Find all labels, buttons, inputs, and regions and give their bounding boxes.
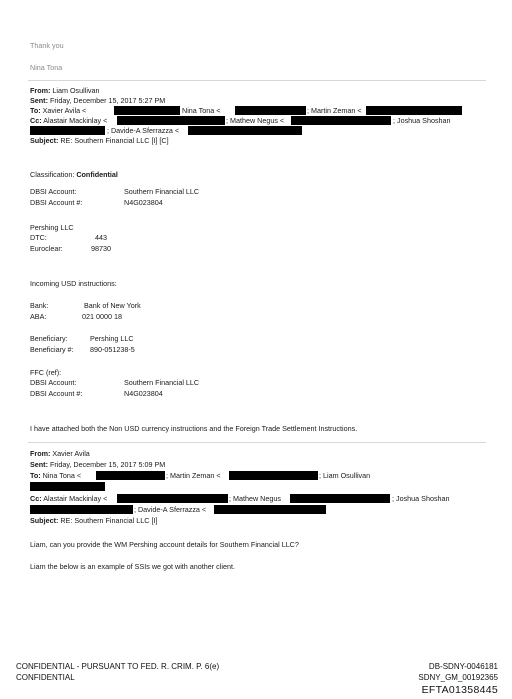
to-line xyxy=(30,106,86,115)
beneficiary-label: Beneficiary: xyxy=(30,334,68,343)
to-line xyxy=(30,471,81,480)
redaction-box xyxy=(214,505,326,514)
sent-label: Sent: xyxy=(30,460,48,469)
redaction-box xyxy=(366,106,462,115)
from-label: From: xyxy=(30,449,51,458)
from-line xyxy=(30,86,100,95)
bank-value: Bank of New York xyxy=(84,301,141,310)
footer-confidential-notice: CONFIDENTIAL - PURSUANT TO FED. R. CRIM. P. 6(e) xyxy=(16,662,220,671)
cc-recipient-3: ; Joshua Shoshan xyxy=(392,494,450,503)
footer-bates-1: DB-SDNY-0046181 xyxy=(428,662,498,671)
beneficiary-number-value: 890-051238-5 xyxy=(90,345,135,354)
cc-label: Cc: xyxy=(30,116,42,125)
sent-line xyxy=(30,96,165,105)
from-value: Xavier Avila xyxy=(52,449,90,458)
ffc-heading: FFC (ref): xyxy=(30,368,62,377)
divider xyxy=(28,80,486,81)
subject-value: RE: Southern Financial LLC [I] [C] xyxy=(60,136,169,145)
sent-label: Sent: xyxy=(30,96,48,105)
beneficiary-number-label: Beneficiary #: xyxy=(30,345,74,354)
redaction-box xyxy=(117,494,228,503)
footer-efta-id: EFTA01358445 xyxy=(421,684,498,696)
to-recipient-2: ; Martin Zeman < xyxy=(166,471,221,480)
cc-recipient-2: ; Mathew Negus < xyxy=(226,116,285,125)
ffc-account-number-label: DBSI Account #: xyxy=(30,389,83,398)
redaction-box xyxy=(291,116,391,125)
subject-label: Subject: xyxy=(30,136,59,145)
ffc-account-number-value: N4G023804 xyxy=(124,389,163,398)
thank-you-text: Thank you xyxy=(30,41,64,50)
email2-body-line-2: Liam the below is an example of SSIs we got with another client. xyxy=(30,562,235,571)
redaction-box xyxy=(235,106,306,115)
redaction-box xyxy=(96,471,165,480)
sent-value: Friday, December 15, 2017 5:09 PM xyxy=(49,460,166,469)
footer-bates-2: SDNY_GM_00192365 xyxy=(418,673,498,682)
subject-label: Subject: xyxy=(30,516,59,525)
subject-line xyxy=(30,516,157,525)
dbsi-account-number-value: N4G023804 xyxy=(124,198,163,207)
dbsi-account-value: Southern Financial LLC xyxy=(124,187,200,196)
cc-recipient-3: ; Joshua Shoshan xyxy=(393,116,451,125)
from-label: From: xyxy=(30,86,51,95)
to-recipient-1: Nina Tona < xyxy=(42,471,82,480)
redaction-box xyxy=(30,505,133,514)
aba-value: 021 0000 18 xyxy=(82,312,122,321)
from-line xyxy=(30,449,90,458)
aba-label: ABA: xyxy=(30,312,47,321)
beneficiary-value: Pershing LLC xyxy=(90,334,134,343)
subject-line xyxy=(30,136,169,145)
cc-recipient-4: ; Davide-A Sferrazza < xyxy=(134,505,207,514)
footer-confidential: CONFIDENTIAL xyxy=(16,673,75,682)
dbsi-account-number-label: DBSI Account #: xyxy=(30,198,83,207)
dtc-value: 443 xyxy=(95,233,107,242)
to-recipient-3: ; Martin Zeman < xyxy=(307,106,362,115)
classification-label: Classification: xyxy=(30,170,75,179)
to-recipient-3: ; Liam Osullivan xyxy=(319,471,371,480)
cc-recipient-1: Alastair Mackinlay < xyxy=(43,116,108,125)
cc-recipient-4: ; Davide-A Sferrazza < xyxy=(107,126,180,135)
subject-value: RE: Southern Financial LLC [I] xyxy=(60,516,158,525)
redaction-box xyxy=(188,126,302,135)
divider xyxy=(28,442,486,443)
dtc-label: DTC: xyxy=(30,233,47,242)
sent-line xyxy=(30,460,165,469)
classification-line xyxy=(30,170,118,179)
redaction-box xyxy=(30,126,105,135)
to-recipient-1: Xavier Avila < xyxy=(42,106,87,115)
cc-line xyxy=(30,494,107,503)
dbsi-account-label: DBSI Account: xyxy=(30,187,77,196)
sent-value: Friday, December 15, 2017 5:27 PM xyxy=(49,96,166,105)
from-value: Liam Osullivan xyxy=(52,86,100,95)
attached-note: I have attached both the Non USD currency instructions and the Foreign Trade Settlement Instructions. xyxy=(30,424,358,433)
euroclear-label: Euroclear: xyxy=(30,244,63,253)
email2-body-line-1: Liam, can you provide the WM Pershing account details for Southern Financial LLC? xyxy=(30,540,299,549)
ffc-account-value: Southern Financial LLC xyxy=(124,378,200,387)
redaction-box xyxy=(30,482,105,491)
signature-text: Nina Tona xyxy=(30,63,63,72)
to-recipient-2: Nina Tona < xyxy=(182,106,221,115)
ffc-account-label: DBSI Account: xyxy=(30,378,77,387)
cc-recipient-1: Alastair Mackinlay < xyxy=(43,494,108,503)
pershing-heading: Pershing LLC xyxy=(30,223,74,232)
euroclear-value: 98730 xyxy=(91,244,111,253)
classification-value: Confidential xyxy=(76,170,118,179)
cc-line xyxy=(30,116,107,125)
to-label: To: xyxy=(30,106,41,115)
redaction-box xyxy=(117,116,225,125)
incoming-usd-heading: Incoming USD instructions: xyxy=(30,279,117,288)
cc-recipient-2: ; Mathew Negus xyxy=(229,494,281,503)
redaction-box xyxy=(290,494,390,503)
redaction-box xyxy=(229,471,318,480)
bank-label: Bank: xyxy=(30,301,49,310)
cc-label: Cc: xyxy=(30,494,42,503)
redaction-box xyxy=(114,106,180,115)
to-label: To: xyxy=(30,471,41,480)
